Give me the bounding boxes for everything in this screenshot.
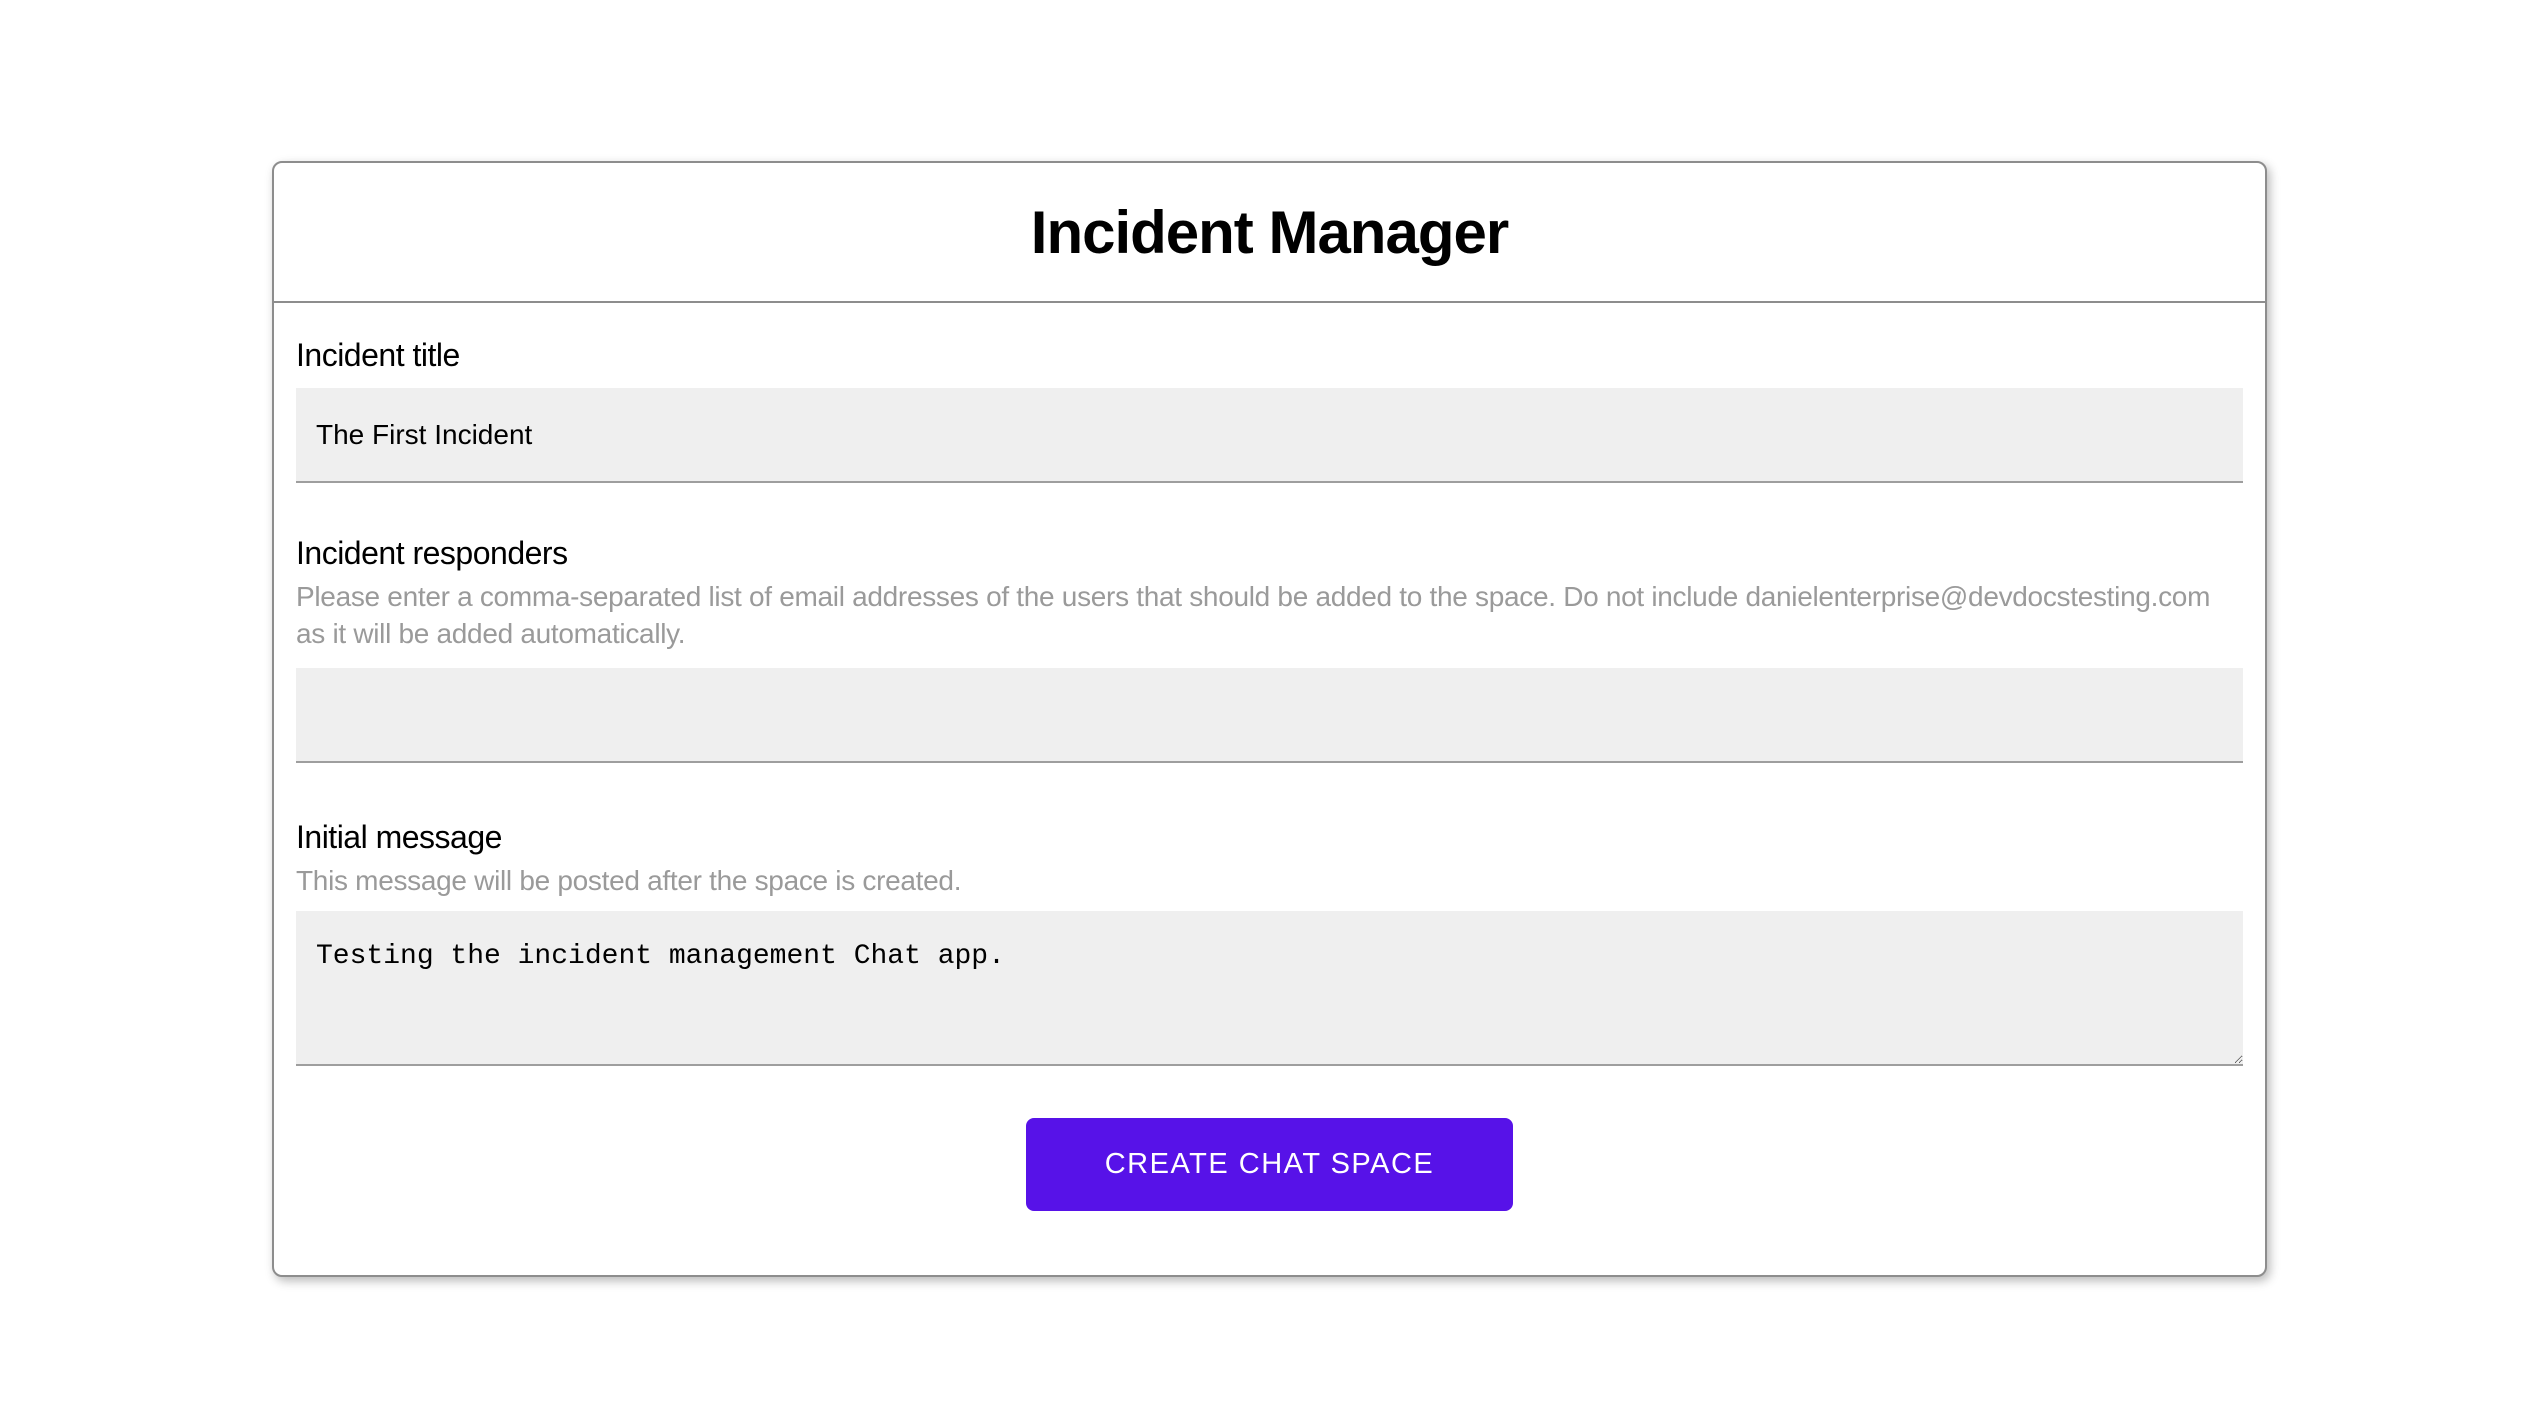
incident-responders-helper: Please enter a comma-separated list of email addresses of the users that should be added to the space. Do not include danielenterprise@devdocstesting.com as it will be added automatically. xyxy=(296,581,2211,649)
initial-message-textarea[interactable] xyxy=(296,911,2243,1066)
page-title: Incident Manager xyxy=(1030,198,1509,266)
incident-title-input[interactable] xyxy=(296,388,2243,483)
incident-responders-input[interactable] xyxy=(296,668,2243,763)
incident-responders-label: Incident responders xyxy=(296,535,568,571)
button-row xyxy=(296,1118,2243,1211)
incident-responders-group xyxy=(296,535,2243,763)
card-body xyxy=(274,303,2265,1211)
incident-title-group xyxy=(296,337,2243,483)
incident-title-label: Incident title xyxy=(296,337,460,373)
incident-manager-card xyxy=(272,161,2267,1277)
initial-message-group xyxy=(296,819,2243,1066)
create-chat-space-button[interactable]: CREATE CHAT SPACE xyxy=(1026,1118,1513,1211)
initial-message-helper: This message will be posted after the space is created. xyxy=(296,865,962,896)
card-header xyxy=(274,163,2265,303)
initial-message-label: Initial message xyxy=(296,819,502,855)
